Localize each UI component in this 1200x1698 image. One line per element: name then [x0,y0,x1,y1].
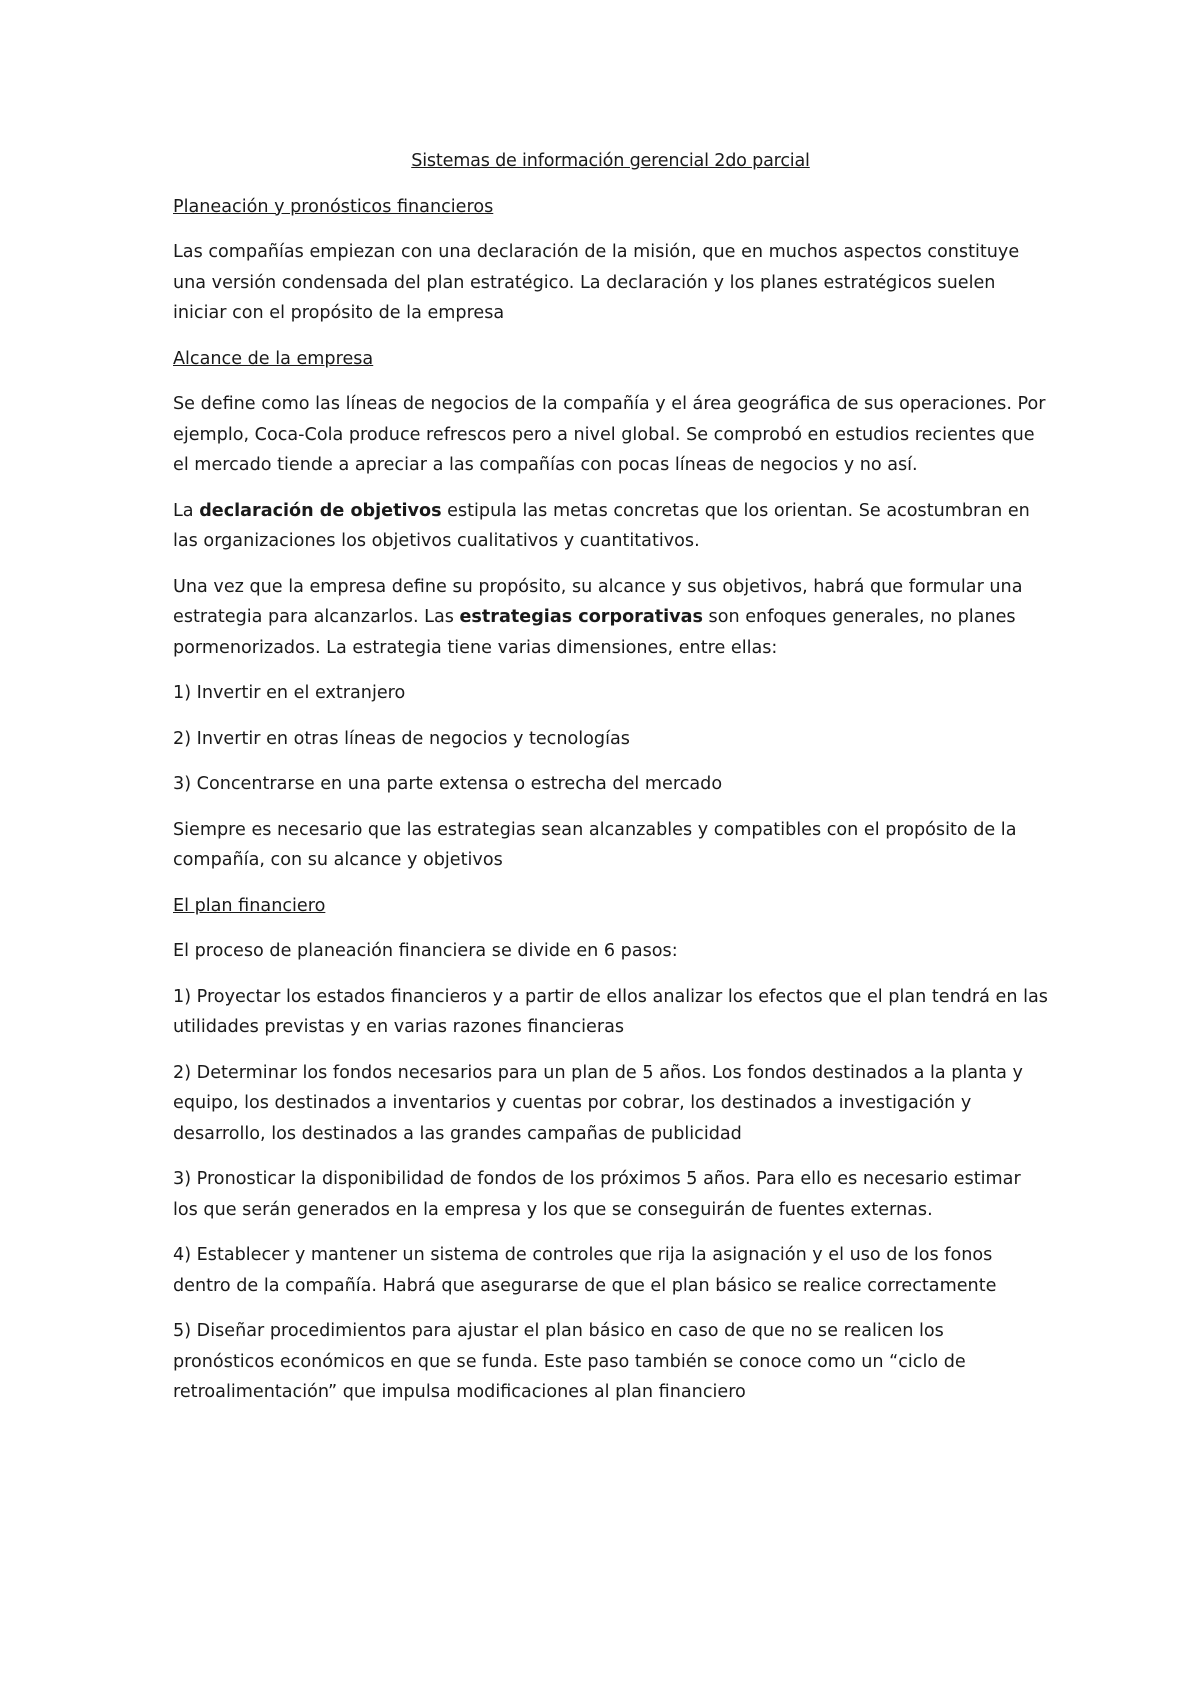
list-number: 2) [173,728,192,749]
list-item-paso-4 [173,1240,1048,1301]
section-heading-plan-financiero: El plan financiero [173,895,326,916]
list-item-estrategia-1 [173,678,1048,709]
list-item-paso-5 [173,1316,1048,1408]
list-item-estrategia-2 [173,724,1048,755]
list-number: 4) [173,1245,192,1265]
text-run: estipula las metas concretas que los orientan. Se acostumbran en las organizaciones los objetivos cualitativos y cuantitativos. [173,500,1030,551]
list-text: Invertir en otras líneas de negocios y tecnologías [191,728,630,749]
list-number: 2) [173,1062,192,1083]
list-text: Proyectar los estados financieros y a partir de ellos analizar los efectos que el plan tendrá en las utilidades previstas y en varias razones financieras [173,986,1048,1037]
text-run: son enfoques generales, no planes pormenorizados. La estrategia tiene varias dimensiones, entre ellas: [173,607,1016,658]
document-title: Sistemas de información gerencial 2do parcial [411,151,810,171]
list-number: 5) [173,1321,192,1341]
paragraph-compatibilidad: Siempre es necesario que las estrategias sean alcanzables y compatibles con el propósito de la compañía, con su alcance y objetivos [173,819,1017,870]
paragraph-estrategias [173,572,1048,664]
list-text: Concentrarse en una parte extensa o estrecha del mercado [191,774,723,794]
bold-term-declaracion-objetivos: declaración de objetivos [199,500,442,521]
paragraph-declaracion-objetivos [173,496,1048,557]
paragraph-alcance-definicion: Se define como las líneas de negocios de la compañía y el área geográfica de sus operaciones. Por ejemplo, Coca-Cola produce refrescos pero a nivel global. Se comprobó en estudios recientes que el mercado tiende a apreciar a las compañías con pocas líneas de negocios y no así. [173,394,1046,475]
list-text: Invertir en el extranjero [191,683,406,703]
list-number: 3) [173,774,192,794]
list-number: 3) [173,1169,192,1189]
paragraph-mision: Las compañías empiezan con una declaración de la misión, que en muchos aspectos constituye una versión condensada del plan estratégico. La declaración y los planes estratégicos suelen iniciar con el propósito de la empresa [173,242,1020,323]
document-body [173,146,1048,1423]
text-run: La [173,500,200,521]
list-text: Pronosticar la disponibilidad de fondos de los próximos 5 años. Para ello es necesario estimar los que serán generados en la empresa y los que se conseguirán de fuentes externas. [173,1169,1021,1220]
list-item-paso-3 [173,1164,1048,1225]
section-heading-planeacion: Planeación y pronósticos financieros [173,196,494,217]
list-item-estrategia-3 [173,769,1048,800]
list-text: Diseñar procedimientos para ajustar el plan básico en caso de que no se realicen los pronósticos económicos en que se funda. Este paso también se conoce como un “ciclo de retroalimentación” que impulsa modificaciones al plan financiero [173,1321,966,1402]
paragraph-pasos-intro: El proceso de planeación financiera se divide en 6 pasos: [173,941,678,961]
bold-term-estrategias-corporativas: estrategias corporativas [459,607,703,627]
list-item-paso-2 [173,1058,1048,1150]
list-text: Determinar los fondos necesarios para un plan de 5 años. Los fondos destinados a la planta y equipo, los destinados a inventarios y cuentas por cobrar, los destinados a investigación y desarrollo, los destinados a las grandes campañas de publicidad [173,1062,1023,1144]
list-number: 1) [173,683,192,703]
text-run: Una vez que la empresa define su propósito, su alcance y sus objetivos, habrá que formular una estrategia para alcanzarlos. Las [173,576,1023,627]
list-text: Establecer y mantener un sistema de controles que rija la asignación y el uso de los fonos dentro de la compañía. Habrá que asegurarse de que el plan básico se realice correctamente [173,1245,997,1296]
list-number: 1) [173,986,192,1007]
section-heading-alcance: Alcance de la empresa [173,348,374,369]
list-item-paso-1 [173,982,1048,1043]
